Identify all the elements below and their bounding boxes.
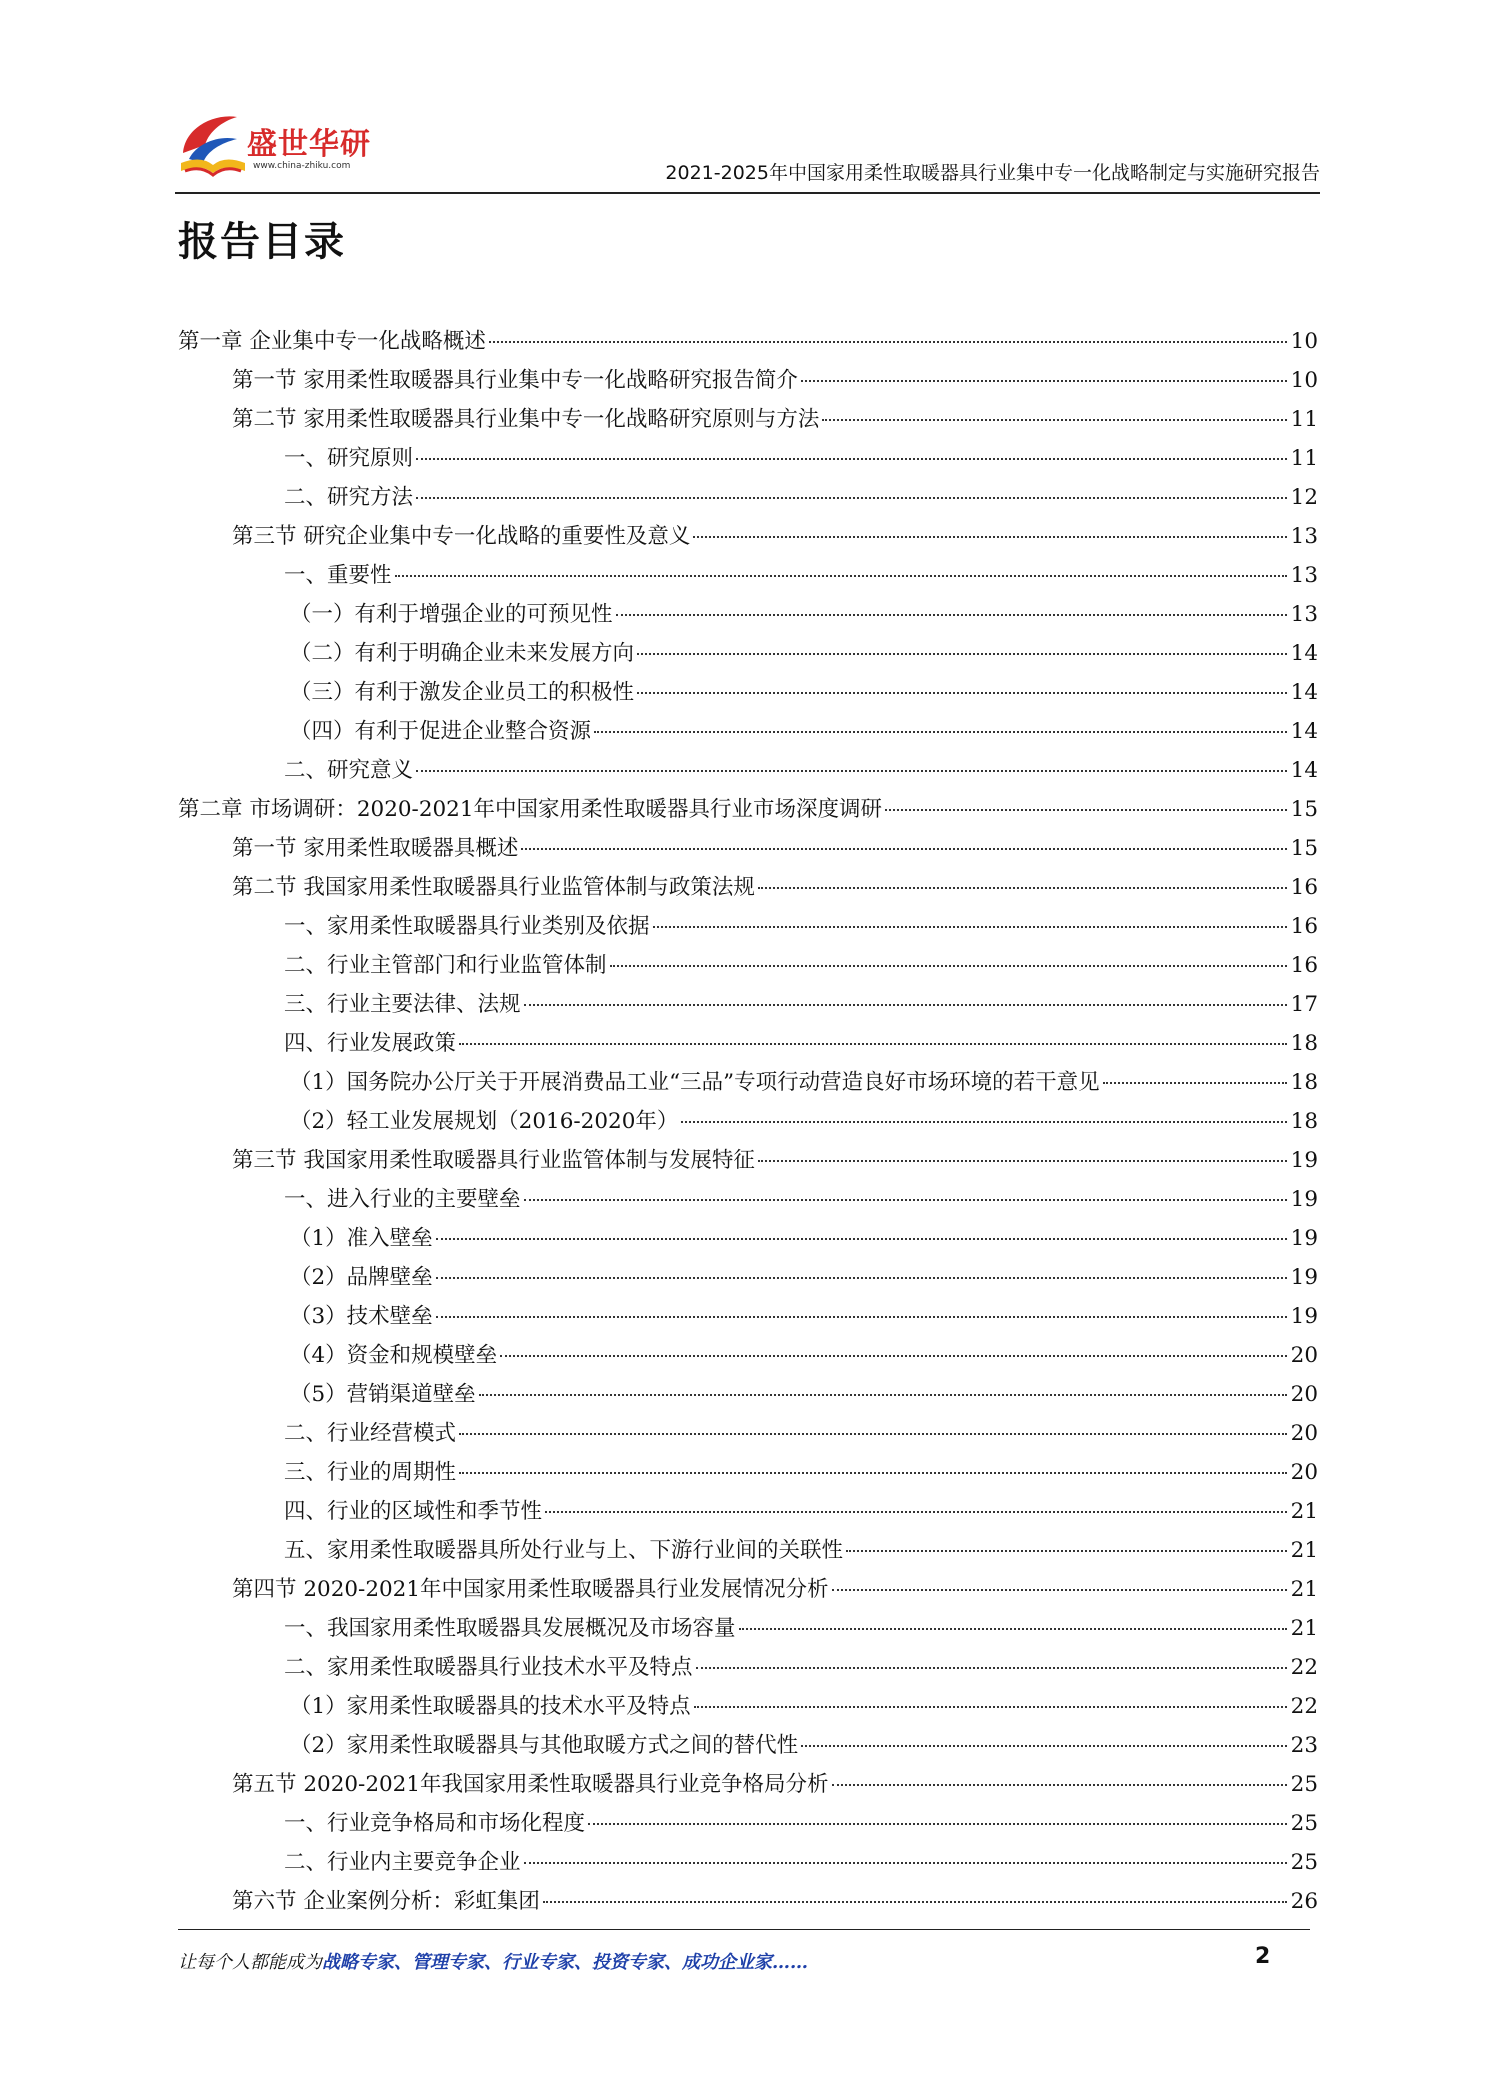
toc-entry[interactable] bbox=[178, 441, 1318, 480]
toc-entry-page: 14 bbox=[1290, 719, 1318, 744]
toc-dot-leader bbox=[885, 809, 1287, 811]
toc-dot-leader bbox=[479, 1394, 1287, 1396]
toc-entry[interactable] bbox=[178, 753, 1318, 792]
toc-entry[interactable] bbox=[178, 519, 1318, 558]
toc-entry-title: （1）家用柔性取暖器具的技术水平及特点 bbox=[290, 1694, 691, 1719]
toc-entry-page: 12 bbox=[1290, 485, 1318, 510]
toc-dot-leader bbox=[610, 965, 1287, 967]
toc-entry-title: （5）营销渠道壁垒 bbox=[290, 1382, 476, 1407]
toc-dot-leader bbox=[846, 1550, 1287, 1552]
toc-entry-title: 三、行业主要法律、法规 bbox=[284, 992, 521, 1017]
toc-entry-title: 第四节 2020-2021年中国家用柔性取暖器具行业发展情况分析 bbox=[232, 1577, 829, 1602]
toc-entry-title: （2）家用柔性取暖器具与其他取暖方式之间的替代性 bbox=[290, 1733, 799, 1758]
toc-entry[interactable] bbox=[178, 363, 1318, 402]
toc-entry[interactable] bbox=[178, 948, 1318, 987]
toc-entry[interactable] bbox=[178, 1026, 1318, 1065]
toc-dot-leader bbox=[832, 1784, 1287, 1786]
toc-dot-leader bbox=[524, 1862, 1287, 1864]
toc-entry[interactable] bbox=[178, 402, 1318, 441]
toc-entry-page: 13 bbox=[1290, 602, 1318, 627]
toc-dot-leader bbox=[436, 1238, 1287, 1240]
toc-entry-title: 一、我国家用柔性取暖器具发展概况及市场容量 bbox=[284, 1616, 736, 1641]
toc-dot-leader bbox=[739, 1628, 1287, 1630]
toc-entry-page: 19 bbox=[1290, 1148, 1318, 1173]
toc-dot-leader bbox=[822, 419, 1286, 421]
toc-entry[interactable] bbox=[178, 636, 1318, 675]
toc-entry-title: 一、重要性 bbox=[284, 563, 392, 588]
toc-entry[interactable] bbox=[178, 597, 1318, 636]
toc-entry[interactable] bbox=[178, 1806, 1318, 1845]
toc-entry-page: 20 bbox=[1290, 1382, 1318, 1407]
toc-entry-title: 第一节 家用柔性取暖器具概述 bbox=[232, 836, 519, 861]
toc-entry-title: 二、行业内主要竞争企业 bbox=[284, 1850, 521, 1875]
toc-entry-title: （4）资金和规模壁垒 bbox=[290, 1343, 498, 1368]
toc-entry[interactable] bbox=[178, 1455, 1318, 1494]
toc-entry[interactable] bbox=[178, 1767, 1318, 1806]
toc-entry-title: 四、行业发展政策 bbox=[284, 1031, 457, 1056]
brand-logo bbox=[175, 105, 405, 185]
toc-entry-page: 19 bbox=[1290, 1304, 1318, 1329]
toc-entry-title: 一、研究原则 bbox=[284, 446, 414, 471]
toc-dot-leader bbox=[416, 458, 1287, 460]
toc-entry-title: 一、行业竞争格局和市场化程度 bbox=[284, 1811, 586, 1836]
toc-entry[interactable] bbox=[178, 1572, 1318, 1611]
toc-dot-leader bbox=[694, 1706, 1287, 1708]
toc-dot-leader bbox=[459, 1472, 1287, 1474]
toc-entry-page: 15 bbox=[1290, 836, 1318, 861]
toc-entry[interactable] bbox=[178, 987, 1318, 1026]
toc-dot-leader bbox=[489, 341, 1287, 343]
toc-entry-page: 18 bbox=[1290, 1031, 1318, 1056]
toc-entry-page: 20 bbox=[1290, 1460, 1318, 1485]
toc-entry-title: （1）准入壁垒 bbox=[290, 1226, 433, 1251]
toc-entry[interactable] bbox=[178, 1416, 1318, 1455]
toc-entry-title: （2）轻工业发展规划（2016-2020年） bbox=[290, 1109, 679, 1134]
toc-dot-leader bbox=[416, 770, 1287, 772]
toc-entry[interactable] bbox=[178, 1182, 1318, 1221]
table-of-contents bbox=[178, 324, 1318, 1923]
toc-entry-page: 25 bbox=[1290, 1811, 1318, 1836]
toc-dot-leader bbox=[758, 1160, 1287, 1162]
toc-entry-title: 第二章 市场调研：2020-2021年中国家用柔性取暖器具行业市场深度调研 bbox=[178, 797, 883, 822]
toc-entry-page: 25 bbox=[1290, 1850, 1318, 1875]
toc-entry-title: （3）技术壁垒 bbox=[290, 1304, 433, 1329]
toc-entry-page: 19 bbox=[1290, 1187, 1318, 1212]
toc-entry[interactable] bbox=[178, 1338, 1318, 1377]
toc-entry-page: 21 bbox=[1290, 1616, 1318, 1641]
toc-entry-title: 二、家用柔性取暖器具行业技术水平及特点 bbox=[284, 1655, 693, 1680]
toc-entry-page: 26 bbox=[1290, 1889, 1318, 1914]
toc-dot-leader bbox=[521, 848, 1286, 850]
toc-entry[interactable] bbox=[178, 1494, 1318, 1533]
toc-entry-page: 18 bbox=[1290, 1070, 1318, 1095]
toc-entry[interactable] bbox=[178, 558, 1318, 597]
toc-entry-page: 18 bbox=[1290, 1109, 1318, 1134]
toc-entry[interactable] bbox=[178, 1650, 1318, 1689]
toc-dot-leader bbox=[637, 653, 1287, 655]
toc-dot-leader bbox=[693, 536, 1286, 538]
toc-entry-page: 13 bbox=[1290, 563, 1318, 588]
toc-dot-leader bbox=[500, 1355, 1286, 1357]
toc-entry-page: 19 bbox=[1290, 1226, 1318, 1251]
toc-dot-leader bbox=[696, 1667, 1287, 1669]
toc-dot-leader bbox=[1103, 1082, 1287, 1084]
toc-entry-page: 14 bbox=[1290, 680, 1318, 705]
toc-dot-leader bbox=[436, 1316, 1287, 1318]
toc-entry-page: 21 bbox=[1290, 1499, 1318, 1524]
toc-entry[interactable] bbox=[178, 1533, 1318, 1572]
toc-entry-page: 14 bbox=[1290, 641, 1318, 666]
toc-entry-title: 第三节 研究企业集中专一化战略的重要性及意义 bbox=[232, 524, 691, 549]
toc-entry[interactable] bbox=[178, 792, 1318, 831]
toc-entry-page: 20 bbox=[1290, 1343, 1318, 1368]
toc-dot-leader bbox=[524, 1004, 1287, 1006]
toc-entry[interactable] bbox=[178, 1377, 1318, 1416]
toc-entry-page: 25 bbox=[1290, 1772, 1318, 1797]
toc-entry[interactable] bbox=[178, 1143, 1318, 1182]
toc-entry[interactable] bbox=[178, 1845, 1318, 1884]
toc-dot-leader bbox=[588, 1823, 1287, 1825]
toc-entry[interactable] bbox=[178, 1611, 1318, 1650]
toc-entry[interactable] bbox=[178, 675, 1318, 714]
toc-entry-page: 17 bbox=[1290, 992, 1318, 1017]
toc-entry-page: 14 bbox=[1290, 758, 1318, 783]
toc-dot-leader bbox=[637, 692, 1287, 694]
slogan-prefix: 让每个人都能成为 bbox=[178, 1952, 322, 1973]
toc-entry[interactable] bbox=[178, 831, 1318, 870]
toc-entry-page: 19 bbox=[1290, 1265, 1318, 1290]
toc-entry-title: 三、行业的周期性 bbox=[284, 1460, 457, 1485]
slogan-highlight: 战略专家、管理专家、行业专家、投资专家、成功企业家…… bbox=[322, 1952, 808, 1973]
brand-url: www.china-zhiku.com bbox=[253, 161, 351, 171]
toc-entry-title: （1）国务院办公厅关于开展消费品工业“三品”专项行动营造良好市场环境的若干意见 bbox=[290, 1070, 1100, 1095]
toc-entry-title: （一）有利于增强企业的可预见性 bbox=[290, 602, 613, 627]
toc-entry[interactable] bbox=[178, 714, 1318, 753]
toc-entry[interactable] bbox=[178, 1221, 1318, 1260]
header-divider bbox=[175, 192, 1320, 194]
toc-entry-page: 16 bbox=[1290, 953, 1318, 978]
toc-dot-leader bbox=[524, 1199, 1287, 1201]
toc-entry-title: 第二节 我国家用柔性取暖器具行业监管体制与政策法规 bbox=[232, 875, 755, 900]
toc-dot-leader bbox=[653, 926, 1287, 928]
report-title: 2021-2025年中国家用柔性取暖器具行业集中专一化战略制定与实施研究报告 bbox=[665, 162, 1320, 184]
toc-entry-title: 四、行业的区域性和季节性 bbox=[284, 1499, 543, 1524]
toc-entry-title: 一、进入行业的主要壁垒 bbox=[284, 1187, 521, 1212]
footer-divider bbox=[178, 1929, 1310, 1930]
toc-entry-title: 二、行业经营模式 bbox=[284, 1421, 457, 1446]
toc-dot-leader bbox=[832, 1589, 1287, 1591]
toc-dot-leader bbox=[459, 1043, 1287, 1045]
toc-dot-leader bbox=[545, 1511, 1287, 1513]
toc-entry-title: （2）品牌壁垒 bbox=[290, 1265, 433, 1290]
toc-entry-page: 10 bbox=[1290, 368, 1318, 393]
toc-entry-page: 15 bbox=[1290, 797, 1318, 822]
toc-entry-title: 第五节 2020-2021年我国家用柔性取暖器具行业竞争格局分析 bbox=[232, 1772, 829, 1797]
toc-entry-title: 第一节 家用柔性取暖器具行业集中专一化战略研究报告简介 bbox=[232, 368, 798, 393]
toc-entry[interactable] bbox=[178, 1689, 1318, 1728]
toc-entry-title: 二、研究意义 bbox=[284, 758, 414, 783]
toc-entry-page: 11 bbox=[1290, 446, 1318, 471]
toc-entry-title: （四）有利于促进企业整合资源 bbox=[290, 719, 592, 744]
toc-entry[interactable] bbox=[178, 324, 1318, 363]
toc-entry-page: 22 bbox=[1290, 1694, 1318, 1719]
toc-entry-page: 10 bbox=[1290, 329, 1318, 354]
toc-entry-title: （三）有利于激发企业员工的积极性 bbox=[290, 680, 635, 705]
toc-dot-leader bbox=[543, 1901, 1287, 1903]
toc-dot-leader bbox=[801, 380, 1287, 382]
toc-entry[interactable] bbox=[178, 1299, 1318, 1338]
toc-entry-title: 第三节 我国家用柔性取暖器具行业监管体制与发展特征 bbox=[232, 1148, 755, 1173]
footer-slogan bbox=[178, 1948, 808, 1974]
toc-dot-leader bbox=[395, 575, 1287, 577]
toc-entry-title: 五、家用柔性取暖器具所处行业与上、下游行业间的关联性 bbox=[284, 1538, 844, 1563]
toc-entry[interactable] bbox=[178, 480, 1318, 519]
page-header bbox=[175, 100, 1320, 196]
toc-entry-title: 一、家用柔性取暖器具行业类别及依据 bbox=[284, 914, 650, 939]
toc-entry[interactable] bbox=[178, 1884, 1318, 1923]
toc-entry[interactable] bbox=[178, 1065, 1318, 1104]
toc-entry-title: 第六节 企业案例分析：彩虹集团 bbox=[232, 1889, 540, 1914]
toc-entry-page: 11 bbox=[1290, 407, 1318, 432]
brand-name: 盛世华研 bbox=[247, 127, 371, 162]
toc-entry-page: 21 bbox=[1290, 1538, 1318, 1563]
toc-entry[interactable] bbox=[178, 1728, 1318, 1767]
toc-entry-page: 23 bbox=[1290, 1733, 1318, 1758]
toc-dot-leader bbox=[616, 614, 1287, 616]
page-title: 报告目录 bbox=[178, 219, 346, 265]
toc-entry-page: 13 bbox=[1290, 524, 1318, 549]
toc-entry-title: 二、研究方法 bbox=[284, 485, 414, 510]
toc-dot-leader bbox=[594, 731, 1287, 733]
toc-entry-page: 16 bbox=[1290, 875, 1318, 900]
toc-entry-title: 二、行业主管部门和行业监管体制 bbox=[284, 953, 607, 978]
toc-entry[interactable] bbox=[178, 1260, 1318, 1299]
toc-entry[interactable] bbox=[178, 1104, 1318, 1143]
toc-dot-leader bbox=[459, 1433, 1287, 1435]
toc-entry-title: （二）有利于明确企业未来发展方向 bbox=[290, 641, 635, 666]
toc-dot-leader bbox=[681, 1121, 1286, 1123]
toc-entry[interactable] bbox=[178, 909, 1318, 948]
toc-entry-page: 16 bbox=[1290, 914, 1318, 939]
toc-entry-title: 第一章 企业集中专一化战略概述 bbox=[178, 329, 486, 354]
toc-dot-leader bbox=[416, 497, 1287, 499]
toc-entry[interactable] bbox=[178, 870, 1318, 909]
toc-dot-leader bbox=[801, 1745, 1286, 1747]
toc-entry-page: 21 bbox=[1290, 1577, 1318, 1602]
toc-entry-page: 22 bbox=[1290, 1655, 1318, 1680]
toc-entry-page: 20 bbox=[1290, 1421, 1318, 1446]
toc-dot-leader bbox=[436, 1277, 1287, 1279]
toc-dot-leader bbox=[758, 887, 1287, 889]
toc-entry-title: 第二节 家用柔性取暖器具行业集中专一化战略研究原则与方法 bbox=[232, 407, 820, 432]
page-number: 2 bbox=[1255, 1944, 1271, 1969]
